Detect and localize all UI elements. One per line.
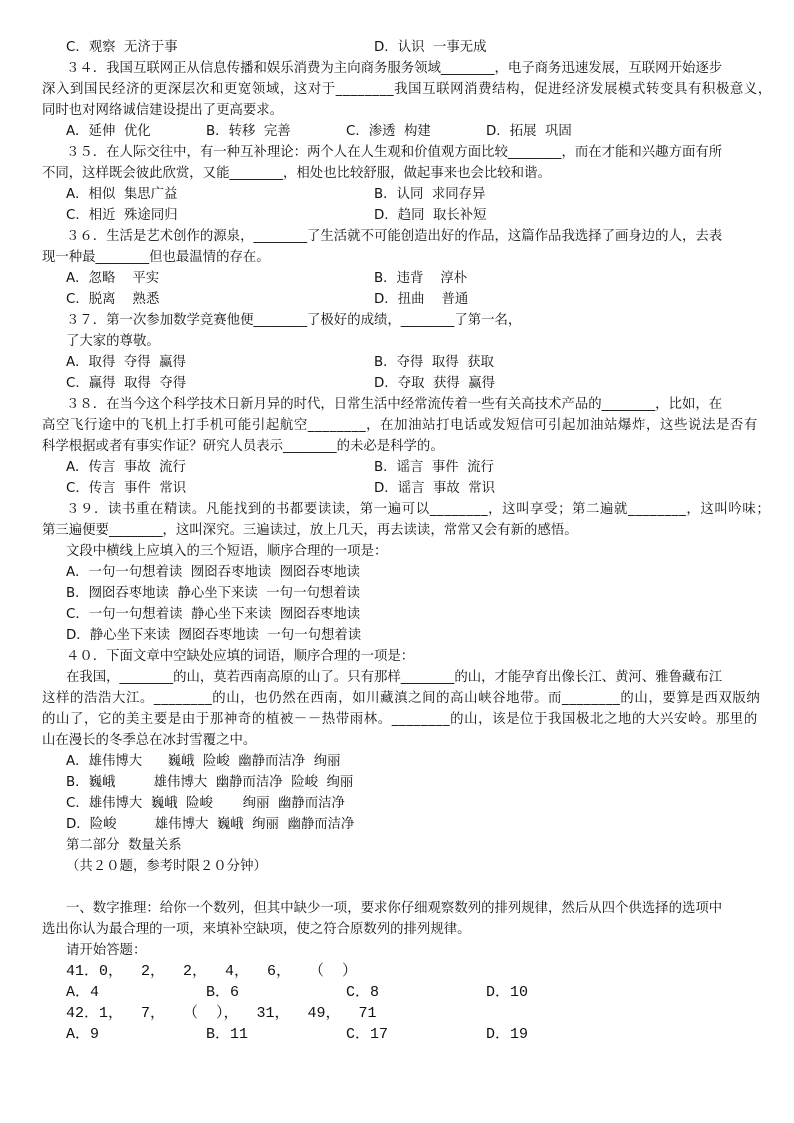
q38-stem-line1: ３８．在当今这个科学技术日新月异的时代，日常生活中经常流传着一些有关高技术产品的________，比如，在 xyxy=(66,397,723,412)
q41-option-c: C．8 xyxy=(346,984,380,1001)
q36-stem-line2: 现一种最________但也最温情的存在。 xyxy=(42,250,270,265)
q40-option-d: D．险峻 雄伟博大 巍峨 绚丽 幽静而洁净 xyxy=(66,817,355,832)
q37-option-c: C．赢得 取得 夺得 xyxy=(66,376,187,391)
q40-passage-line2: 这样的浩浩大江。________的山，也仍然在西南，如川藏滇之间的高山峡谷地带。而________的山，要算是西双版纳 xyxy=(42,691,761,706)
q38-option-d: D．谣言 事故 常识 xyxy=(374,481,496,496)
q35-option-c: C．相近 殊途同归 xyxy=(66,208,178,223)
q37-option-a: A．取得 夺得 赢得 xyxy=(66,355,186,370)
q41-option-d: D．10 xyxy=(486,984,529,1001)
q34-stem-line3: 同时也对网络诚信建设提出了更高要求。 xyxy=(42,103,284,118)
q36-option-a: A．忽略 平实 xyxy=(66,271,160,286)
q33-option-c: C．观察 无济于事 xyxy=(66,40,178,55)
q34-stem-line2: 深入到国民经济的更深层次和更宽领域，这对于________我国互联网消费结构，促进经济发展模式转变具有积极意义， xyxy=(42,82,772,97)
q34-option-b: B．转移 完善 xyxy=(206,124,291,139)
q37-option-b: B．夺得 取得 获取 xyxy=(374,355,494,370)
q40-option-b: B．巍峨 雄伟博大 幽静而洁净 险峻 绚丽 xyxy=(66,775,354,790)
q37-stem-line1: ３７．第一次参加数学竞赛他便________了极好的成绩，________了第一名， xyxy=(66,313,522,328)
q37-stem-line2: 了大家的尊敬。 xyxy=(66,334,160,349)
q36-option-c: C．脱离 熟悉 xyxy=(66,292,160,307)
q34-stem-line1: ３４．我国互联网正从信息传播和娱乐消费为主向商务服务领域________，电子商务迅速发展，互联网开始逐步 xyxy=(66,61,723,76)
q39-option-d: D．静心坐下来读 囫囵吞枣地读 一句一句想着读 xyxy=(66,628,362,643)
q36-stem-line1: ３６．生活是艺术创作的源泉，________了生活就不可能创造出好的作品，这篇作品我选择了画身边的人，去表 xyxy=(66,229,723,244)
q35-option-a: A．相似 集思广益 xyxy=(66,187,178,202)
q42-option-a: A．9 xyxy=(66,1026,100,1043)
q42-option-c: C．17 xyxy=(346,1026,389,1043)
instructions-line2: 选出你认为最合理的一项，来填补空缺项，使之符合原数列的排列规律。 xyxy=(42,922,471,937)
q35-stem-line2: 不同，这样既会彼此欣赏，又能________，相处也比较舒服，做起事来也会比较和谐。 xyxy=(42,166,551,181)
q40-passage-line4: 山在漫长的冬季总在冰封雪覆之中。 xyxy=(42,733,257,748)
q39-stem-line2: 第三遍便要________，这叫深究。三遍读过，放上几天，再去读读，常常又会有新的感悟。 xyxy=(42,523,578,538)
start-prompt: 请开始答题： xyxy=(66,943,147,958)
q40-option-c: C．雄伟博大 巍峨 险峻 绚丽 幽静而洁净 xyxy=(66,796,345,811)
q38-option-a: A．传言 事故 流行 xyxy=(66,460,186,475)
q41-option-b: B．6 xyxy=(206,984,240,1001)
q40-passage-line3: 的山了，它的美主要是由于那神奇的植被－－热带雨林。________的山，该是位于我国极北之地的大兴安岭。那里的 xyxy=(42,712,758,727)
q35-option-b: B．认同 求同存异 xyxy=(374,187,486,202)
q35-stem-line1: ３５．在人际交往中，有一种互补理论：两个人在人生观和价值观方面比较________，而在才能和兴趣方面有所 xyxy=(66,145,723,160)
q36-option-b: B．违背 淳朴 xyxy=(374,271,468,286)
q34-option-c: C．渗透 构建 xyxy=(346,124,431,139)
section-title: 第二部分 数量关系 xyxy=(66,838,182,853)
q38-option-b: B．谣言 事件 流行 xyxy=(374,460,494,475)
instructions-line1: 一、数字推理：给你一个数列，但其中缺少一项，要求你仔细观察数列的排列规律，然后从四个供选择的选项中 xyxy=(66,901,723,916)
q36-option-d: D．扭曲 普通 xyxy=(374,292,469,307)
q40-prompt: ４０．下面文章中空缺处应填的词语，顺序合理的一项是： xyxy=(66,649,415,664)
q39-prompt: 文段中横线上应填入的三个短语，顺序合理的一项是： xyxy=(66,544,388,559)
q38-option-c: C．传言 事件 常识 xyxy=(66,481,187,496)
q40-option-a: A．雄伟博大 巍峨 险峻 幽静而洁净 绚丽 xyxy=(66,754,341,769)
q35-option-d: D．趋同 取长补短 xyxy=(374,208,487,223)
section-subtitle: （共２０题，参考时限２０分钟） xyxy=(66,859,267,874)
q40-passage-line1: 在我国，________的山，莫若西南高原的山了。只有那样________的山，才能孕育出像长江、黄河、雅鲁藏布江 xyxy=(66,670,723,685)
q33-option-d: D．认识 一事无成 xyxy=(374,40,487,55)
q41-option-a: A．4 xyxy=(66,984,100,1001)
q42-option-d: D．19 xyxy=(486,1026,529,1043)
q42-option-b: B．11 xyxy=(206,1026,249,1043)
q41-stem: 41．0， 2， 2， 4， 6， （ ） xyxy=(66,963,358,980)
q42-stem: 42．1， 7， （ ）， 31， 49， 71 xyxy=(66,1005,377,1022)
q34-option-d: D．拓展 巩固 xyxy=(486,124,572,139)
q37-option-d: D．夺取 获得 赢得 xyxy=(374,376,496,391)
q34-option-a: A．延伸 优化 xyxy=(66,124,151,139)
q39-option-b: B．囫囵吞枣地读 静心坐下来读 一句一句想着读 xyxy=(66,586,361,601)
q39-option-c: C．一句一句想着读 静心坐下来读 囫囵吞枣地读 xyxy=(66,607,361,622)
q39-option-a: A．一句一句想着读 囫囵吞枣地读 囫囵吞枣地读 xyxy=(66,565,360,580)
q39-stem-line1: ３９．读书重在精读。凡能找到的书都要读读，第一遍可以________，这叫享受；第二遍就________，这叫吟味； xyxy=(66,502,771,517)
q38-stem-line3: 科学根据或者有事实作证？研究人员表示________的未必是科学的。 xyxy=(42,439,444,454)
q38-stem-line2: 高空飞行途中的飞机上打手机可能引起航空________，在加油站打电话或发短信可引起加油站爆炸，这些说法是否有 xyxy=(42,418,758,433)
